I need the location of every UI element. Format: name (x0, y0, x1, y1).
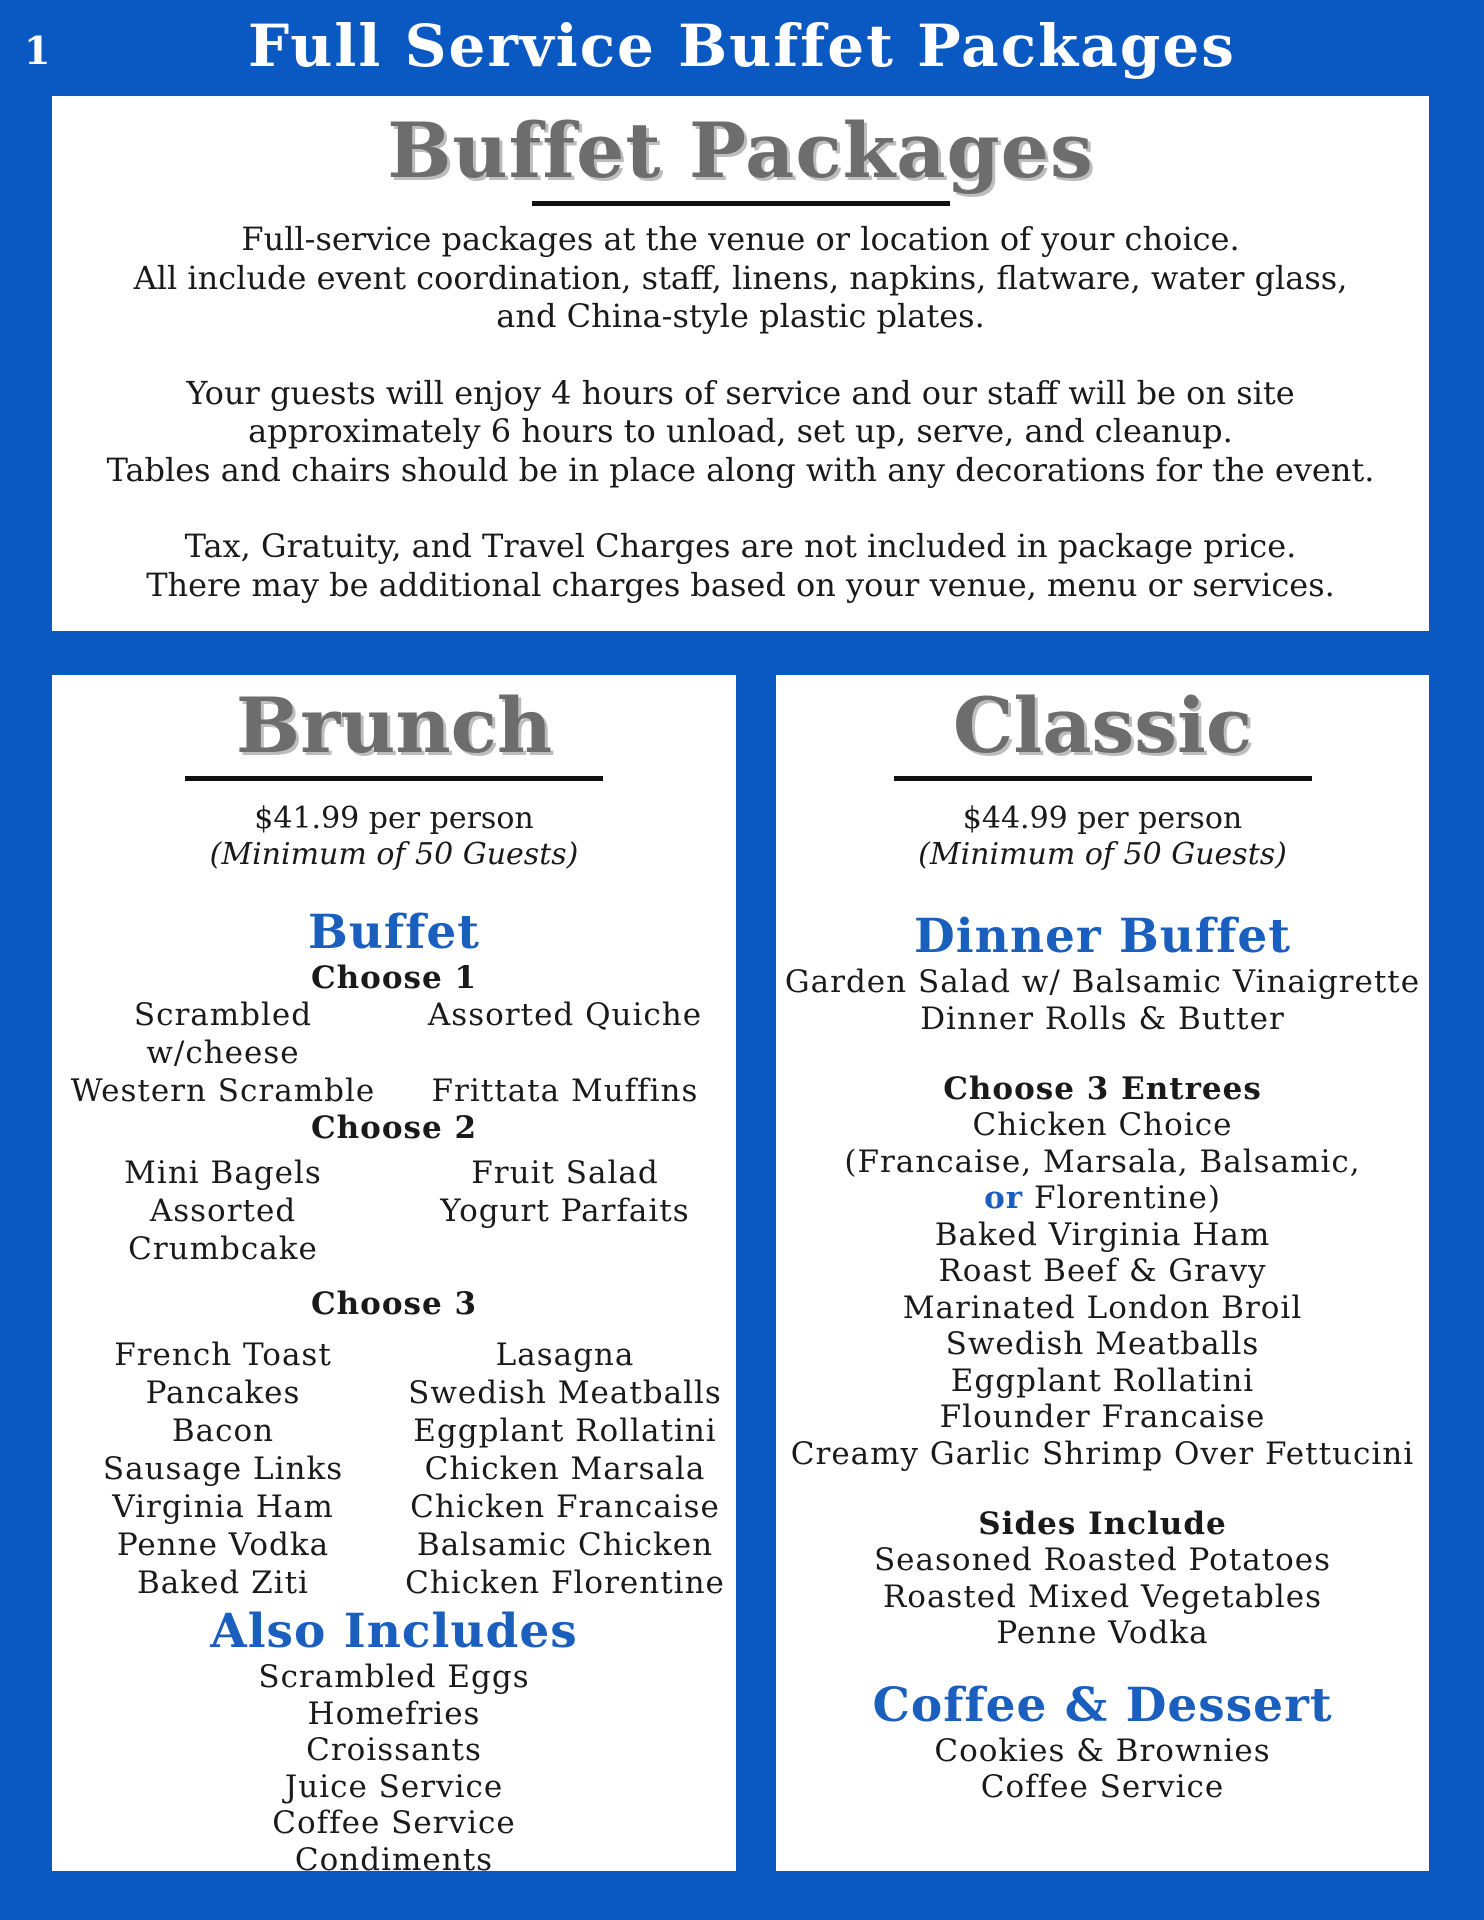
list-item (776, 1180, 1429, 1217)
entrees-label: Choose 3 Entrees (943, 1071, 1262, 1107)
page-title: Full Service Buffet Packages (248, 12, 1236, 80)
list-item: Mini Bagels (124, 1155, 322, 1191)
classic-price: $44.99 per person (962, 801, 1243, 836)
list-item: Yogurt Parfaits (440, 1193, 690, 1229)
text-line: All include event coordination, staff, linens, napkins, flatware, water glass, (133, 258, 1348, 297)
dinner-buffet-list (776, 964, 1429, 1037)
choose-1-label: Choose 1 (310, 960, 478, 996)
heading-underline (532, 201, 950, 206)
choose-3-list (52, 1336, 736, 1602)
intro-panel (52, 96, 1429, 631)
text-line: Tax, Gratuity, and Travel Charges are not included in package price. (184, 527, 1297, 565)
text-line: Full-service packages at the venue or location of your choice. (241, 220, 1240, 258)
list-item: Garden Salad w/ Balsamic Vinaigrette (784, 964, 1421, 1000)
list-item: Fruit Salad (471, 1155, 659, 1191)
classic-title-underline (894, 776, 1312, 781)
page-number: 1 (24, 28, 51, 73)
list-item: Penne Vodka (996, 1615, 1209, 1651)
choose-2-list (52, 1154, 736, 1268)
list-item: Western Scramble (70, 1073, 376, 1109)
list-item: Croissants (306, 1732, 482, 1768)
choose-3-label: Choose 3 (310, 1286, 478, 1322)
list-item: Cookies & Brownies (934, 1732, 1271, 1769)
list-item: Dinner Rolls & Butter (920, 1000, 1285, 1037)
classic-title: Classic (952, 681, 1253, 770)
dinner-buffet-heading: Dinner Buffet (914, 909, 1291, 964)
intro-paragraph-1 (52, 220, 1429, 336)
list-item: Swedish Meatballs (408, 1375, 722, 1411)
list-item: Juice Service (284, 1768, 504, 1805)
also-includes-list (52, 1659, 736, 1878)
choose-2-label: Choose 2 (310, 1110, 478, 1146)
list-item: Chicken Florentine (405, 1565, 725, 1601)
brunch-price: $41.99 per person (254, 801, 534, 836)
list-item: Bacon (171, 1413, 275, 1449)
list-item: (Francaise, Marsala, Balsamic, (844, 1143, 1361, 1180)
list-item: Eggplant Rollatini (950, 1362, 1255, 1399)
list-item: Coffee Service (980, 1769, 1225, 1805)
brunch-title: Brunch (235, 681, 553, 770)
list-item: Frittata Muffins (431, 1073, 699, 1109)
text-line: approximately 6 hours to unload, set up, serve, and cleanup. (248, 412, 1233, 450)
list-item: Balsamic Chicken (416, 1527, 714, 1563)
list-item: Chicken Marsala (424, 1451, 706, 1487)
list-item: Swedish Meatballs (945, 1326, 1260, 1362)
list-item: Chicken Francaise (410, 1489, 720, 1525)
text-line: Tables and chairs should be in place along with any decorations for the event. (106, 450, 1375, 489)
list-item: Eggplant Rollatini (413, 1413, 717, 1449)
list-item: Scrambled w/cheese (133, 997, 313, 1071)
list-item: Condiments (294, 1841, 494, 1878)
list-item: Seasoned Roasted Potatoes (873, 1542, 1332, 1578)
text-line: Your guests will enjoy 4 hours of service and our staff will be on site (186, 373, 1295, 412)
list-item: Homefries (307, 1695, 481, 1732)
or-word: or (984, 1180, 1024, 1216)
list-item: Lasagna (495, 1337, 635, 1373)
text-line: and China-style plastic plates. (496, 297, 985, 335)
list-item: Pancakes (145, 1375, 301, 1411)
also-includes-heading: Also Includes (210, 1604, 578, 1659)
text: Florentine) (1033, 1180, 1221, 1216)
list-item: Flounder Francaise (939, 1399, 1266, 1435)
list-item: Penne Vodka (116, 1527, 330, 1563)
coffee-dessert-list (776, 1733, 1429, 1806)
list-item: Roasted Mixed Vegetables (882, 1578, 1323, 1615)
classic-panel (776, 675, 1429, 1871)
list-item: Creamy Garlic Shrimp Over Fettucini (790, 1435, 1415, 1472)
intro-paragraph-2 (52, 374, 1429, 490)
list-item: Baked Virginia Ham (934, 1216, 1271, 1253)
sides-list (776, 1542, 1429, 1652)
list-item: French Toast (114, 1337, 332, 1373)
list-item: Assorted Crumbcake (128, 1193, 318, 1267)
text-line: There may be additional charges based on your venue, menu or services. (146, 565, 1335, 604)
list-item: Virginia Ham (112, 1489, 334, 1525)
classic-price-block (776, 801, 1429, 873)
list-item: Coffee Service (272, 1805, 516, 1841)
intro-paragraph-3 (52, 527, 1429, 604)
list-item: Marinated London Broil (902, 1289, 1303, 1326)
entrees-list (776, 1107, 1429, 1472)
brunch-buffet-heading: Buffet (308, 905, 480, 960)
intro-heading: Buffet Packages (387, 106, 1094, 195)
choose-1-list (52, 996, 736, 1110)
brunch-panel (52, 675, 736, 1878)
list-item: Roast Beef & Gravy (938, 1253, 1267, 1289)
brunch-price-block (52, 801, 736, 873)
list-item: Chicken Choice (972, 1107, 1233, 1143)
intro-text (52, 220, 1429, 604)
brunch-minimum: (Minimum of 50 Guests) (209, 837, 579, 872)
list-item: Assorted Quiche (427, 997, 703, 1033)
coffee-dessert-heading: Coffee & Dessert (872, 1677, 1333, 1733)
classic-minimum: (Minimum of 50 Guests) (918, 837, 1287, 872)
list-item: Sausage Links (102, 1451, 344, 1487)
brunch-title-underline (185, 776, 603, 781)
list-item: Baked Ziti (137, 1565, 309, 1601)
sides-label: Sides Include (978, 1506, 1227, 1542)
list-item: Scrambled Eggs (258, 1659, 530, 1695)
